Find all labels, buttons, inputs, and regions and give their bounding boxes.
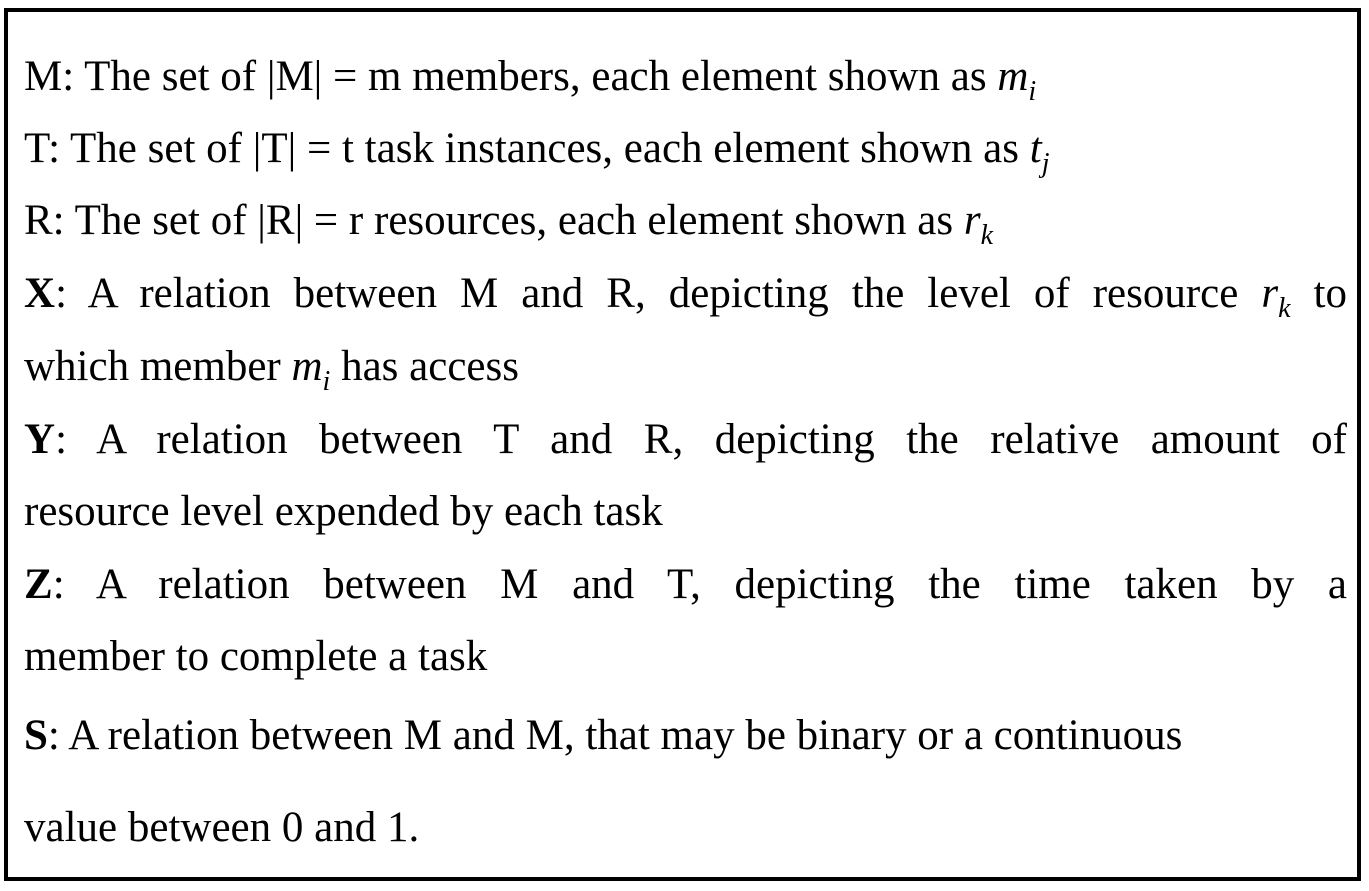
definition-y-line1	[24, 418, 1347, 461]
definition-y-line2	[24, 490, 663, 533]
definition-x-line1	[24, 272, 1347, 323]
definition-r	[24, 199, 993, 250]
definition-z-line2-text: member to complete a task	[24, 633, 488, 680]
definition-y-line2-text: resource level expended by each task	[24, 488, 663, 535]
definition-s-line1	[24, 714, 1182, 757]
definition-y-label: Y	[24, 416, 56, 463]
definition-m-variable: m	[997, 53, 1029, 100]
definition-x-label: X	[24, 270, 56, 317]
definition-x-variable: r	[1261, 270, 1279, 317]
definition-t-variable: t	[1029, 125, 1042, 172]
definition-r-subscript: k	[980, 220, 993, 251]
definition-x-line2-tail: has access	[330, 343, 519, 390]
definition-z-line2	[24, 635, 487, 678]
definition-s-line2-text: value between 0 and 1.	[24, 804, 420, 851]
definition-z-text: : A relation between M and T, depicting the time taken by a	[52, 561, 1347, 608]
definition-s-label: S	[24, 712, 48, 759]
definition-x-line2-subscript: i	[322, 366, 331, 397]
definition-x-tail: to	[1290, 270, 1347, 317]
definition-r-text: R: The set of |R| = r resources, each element shown as	[24, 197, 964, 244]
definition-t-text: T: The set of |T| = t task instances, each element shown as	[24, 125, 1030, 172]
definition-m-text: M: The set of |M| = m members, each element shown as	[24, 53, 998, 100]
definition-x-line2	[24, 345, 519, 396]
definition-s-line2	[24, 806, 419, 849]
definition-t	[24, 127, 1050, 178]
definition-x-text: : A relation between M and R, depicting the level of resource	[55, 270, 1262, 317]
definition-y-text: : A relation between T and R, depicting the relative amount of	[55, 416, 1347, 463]
definition-s-text: : A relation between M and M, that may be binary or a continuous	[47, 712, 1183, 759]
definition-t-subscript: j	[1041, 148, 1050, 179]
definition-m-subscript: i	[1028, 76, 1037, 107]
definition-x-line2-variable: m	[291, 343, 323, 390]
definition-z-line1	[24, 563, 1347, 606]
definition-x-line2-text: which member	[24, 343, 292, 390]
definition-r-variable: r	[963, 197, 981, 244]
definition-z-label: Z	[24, 561, 53, 608]
definition-x-subscript: k	[1278, 293, 1291, 324]
definition-m	[24, 55, 1036, 106]
